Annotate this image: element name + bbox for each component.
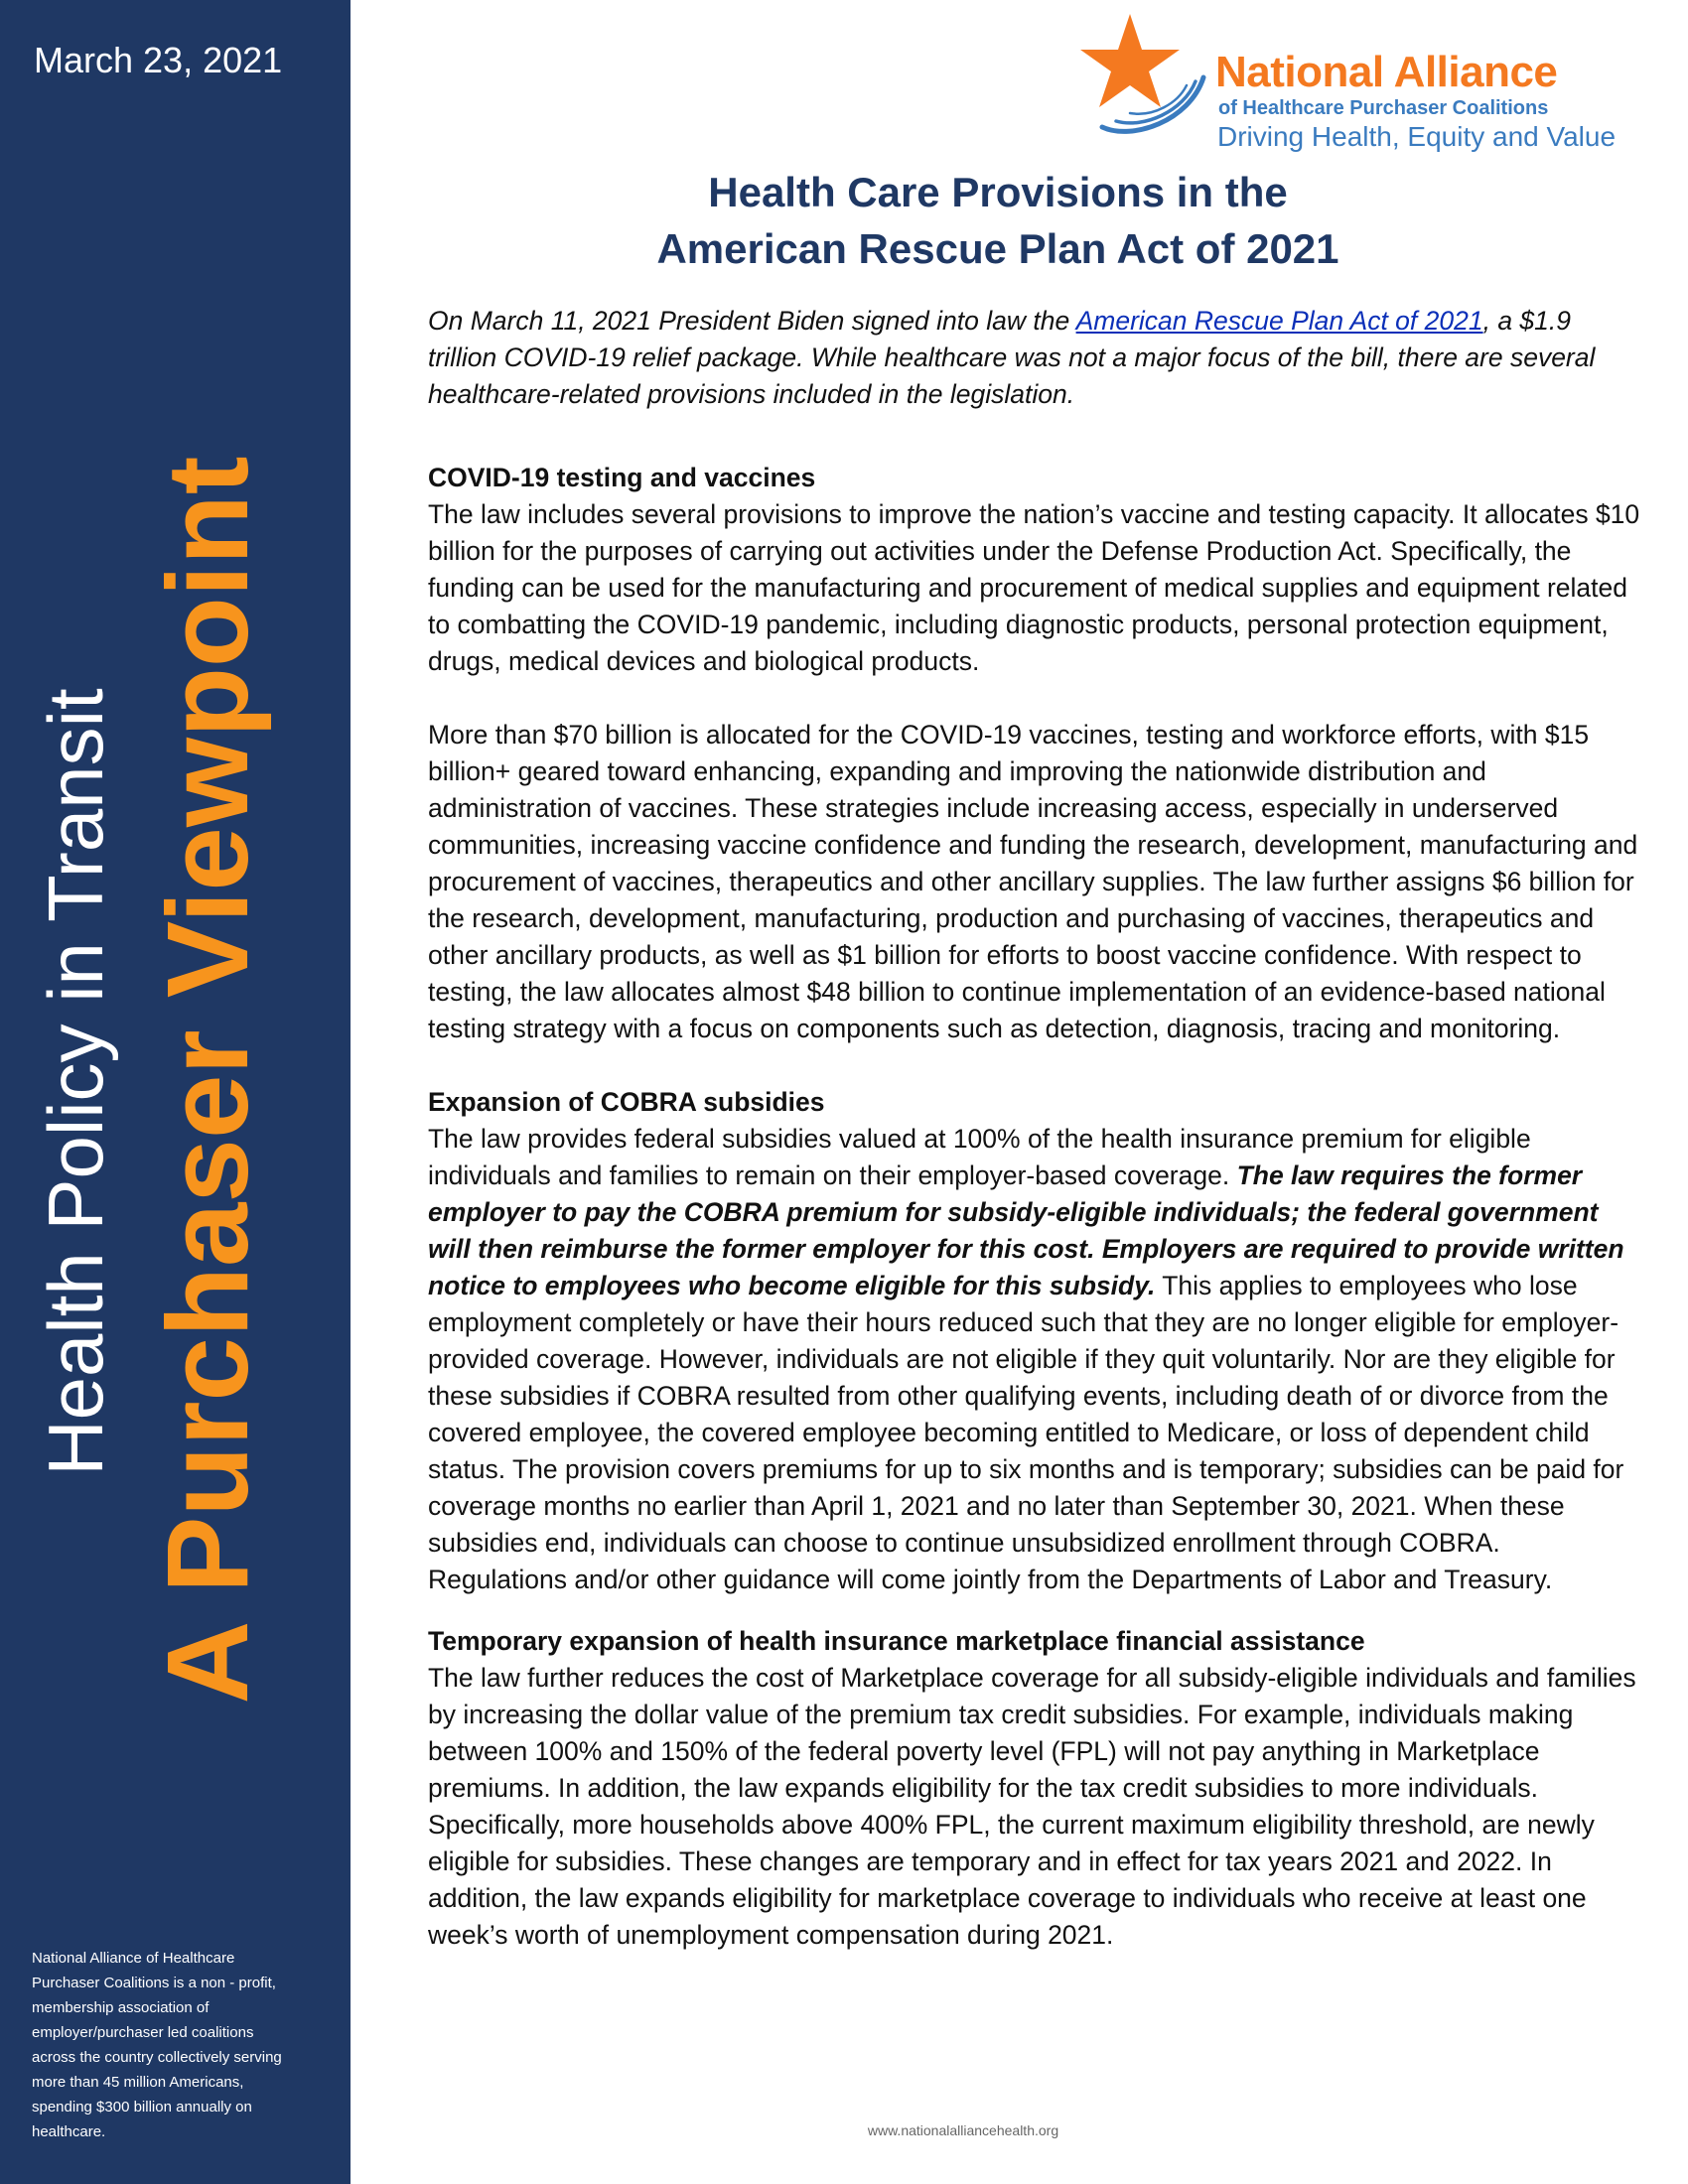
page-title-line-1: Health Care Provisions in the <box>708 169 1288 215</box>
page-title <box>427 164 1569 277</box>
star-swoosh-icon <box>1072 10 1221 149</box>
logo-tagline: Driving Health, Equity and Value <box>1217 121 1617 152</box>
section-heading-cobra: Expansion of COBRA subsidies <box>428 1087 825 1117</box>
arpa-link[interactable]: American Rescue Plan Act of 2021 <box>1075 306 1483 336</box>
sidebar <box>0 0 351 2184</box>
marketplace-paragraph: The law further reduces the cost of Marketplace coverage for all subsidy-eligible individuals and families by increasing the dollar value of the premium tax credit subsidies. For example, individuals making between 100% and 150% of the federal poverty level (FPL) will not pay anything in Marketplace premiums. In addition, the law expands eligibility for the tax credit subsidies to more individuals. Specifically, more households above 400% FPL, the current maximum eligibility threshold, are newly eligible for subsidies. These changes are temporary and in effect for tax years 2021 and 2022. In addition, the law expands eligibility for marketplace coverage to individuals who receive at least one week’s worth of unemployment compensation during 2021. <box>428 1663 1636 1950</box>
cobra-text-start: The law provides federal subsidies valued at 100% of the health insurance premium for eligible individuals and families to remain on their employer-based coverage. <box>428 1124 1531 1190</box>
intro-paragraph <box>428 303 1644 413</box>
covid-paragraph-2: More than $70 billion is allocated for the COVID-19 vaccines, testing and workforce efforts, with $15 billion+ geared toward enhancing, expanding and improving the nationwide distribution and administration of vaccines. These strategies include increasing access, especially in underserved communities, increasing vaccine confidence and funding the research, development, manufacturing and procurement of vaccines, therapeutics and other ancillary supplies. The law further assigns $6 billion for the research, development, manufacturing, production and purchasing of vaccines, therapeutics and other ancillary products, as well as $1 billion for efforts to boost vaccine confidence. With respect to testing, the law allocates almost $48 billion to continue implementation of an evidence-based national testing strategy with a focus on components such as detection, diagnosis, tracing and monitoring. <box>428 720 1638 1043</box>
publication-date: March 23, 2021 <box>34 40 283 80</box>
footer-url: www.nationalalliancehealth.org <box>867 2122 1059 2138</box>
section-heading-covid: COVID-19 testing and vaccines <box>428 463 816 492</box>
organization-logo <box>1072 10 1668 152</box>
series-subtitle: A Purchaser Viewpoint <box>143 456 272 1705</box>
section-heading-marketplace: Temporary expansion of health insurance marketplace financial assistance <box>428 1626 1365 1656</box>
logo-name: National Alliance <box>1215 48 1558 96</box>
logo-subname: of Healthcare Purchaser Coalitions <box>1218 97 1549 119</box>
page-title-line-2: American Rescue Plan Act of 2021 <box>656 225 1339 272</box>
intro-text-start: On March 11, 2021 President Biden signed into law the <box>428 306 1076 336</box>
main-content <box>428 303 1644 1990</box>
about-blurb: National Alliance of Healthcare Purchaser Coalitions is a non - profit, membership association of employer/purchaser led coalitions across the country collectively serving more than 45 million Americans, spending $300 billion annually on healthcare. <box>32 1950 282 2140</box>
cobra-paragraph <box>428 1121 1644 1598</box>
cobra-emphasis: The law requires the former employer to pay the COBRA premium for subsidy-eligible individuals; the federal government will then reimburse the former employer for this cost. Employers are required to provide written notice to employees who become eligible for this subsidy. <box>428 1160 1624 1300</box>
cobra-text-end: This applies to employees who lose employment completely or have their hours reduced such that they are no longer eligible for employer-provided coverage. However, individuals are not eligible if they quit voluntarily. Nor are they eligible for these subsidies if COBRA resulted from other qualifying events, including death of or divorce from the covered employee, the covered employee becoming entitled to Medicare, or loss of dependent child status. The provision covers premiums for up to six months and is temporary; subsidies can be paid for coverage months no earlier than April 1, 2021 and no later than September 30, 2021. When these subsidies end, individuals can choose to continue unsubsidized enrollment through COBRA. Regulations and/or other guidance will come jointly from the Departments of Labor and Treasury. <box>428 1271 1624 1594</box>
series-title: Health Policy in Transit <box>32 688 119 1476</box>
covid-paragraph-1: The law includes several provisions to improve the nation’s vaccine and testing capacity. It allocates $10 billion for the purposes of carrying out activities under the Defense Production Act. Specifically, the funding can be used for the manufacturing and procurement of medical supplies and equipment related to combatting the COVID-19 pandemic, including diagnostic products, personal protection equipment, drugs, medical devices and biological products. <box>428 499 1640 676</box>
intro-text-end: , a $1.9 trillion COVID-19 relief package. While healthcare was not a major focus of the bill, there are several healthcare-related provisions included in the legislation. <box>428 306 1596 409</box>
